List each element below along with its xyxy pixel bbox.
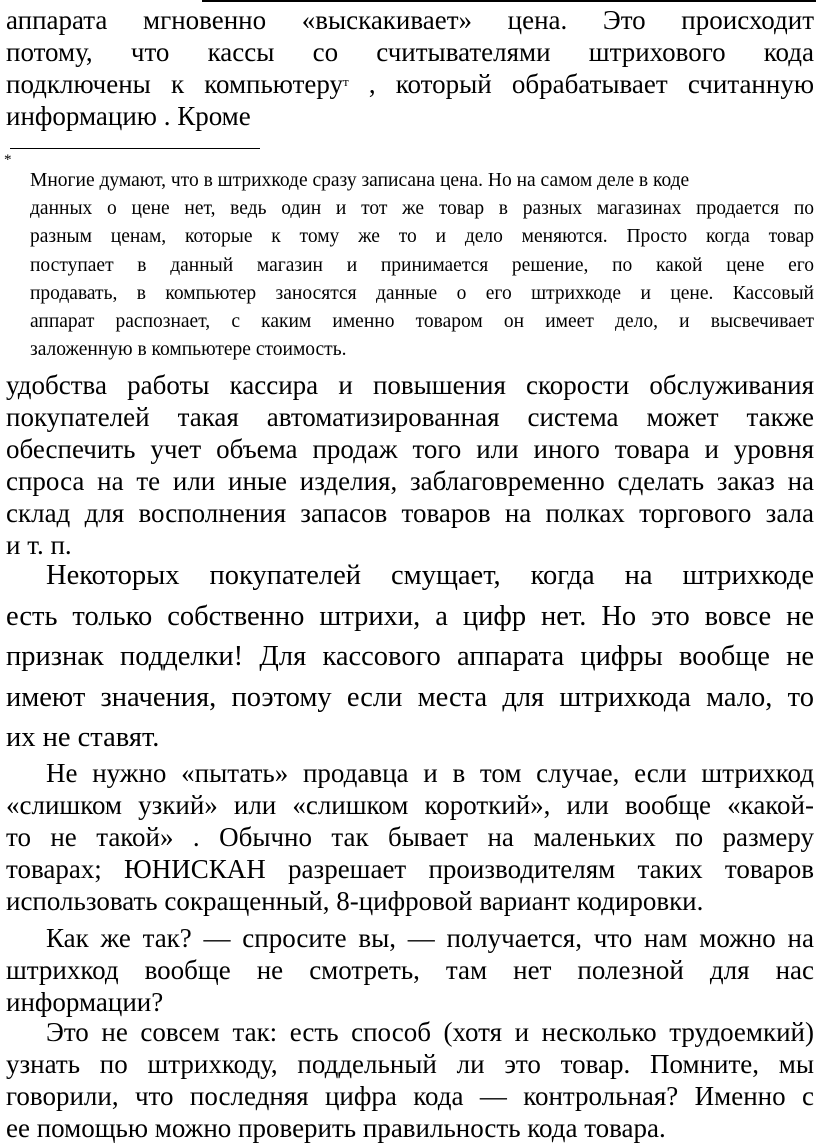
text-line: имеют значения, поэтому если места для штрихкода мало, то [6,681,814,713]
text-line: их не ставят. [6,722,160,753]
text-line [6,68,814,100]
text-line: и т. п. [6,530,72,560]
footnote-line: разным ценам, которые к тому же то и дело меняются. Просто когда товар [30,226,814,248]
text-line: «слишком узкий» или «слишком короткий», или вообще «какой- [6,790,814,820]
paragraph-continued [6,369,814,561]
text-line: Это не совсем так: есть способ (хотя и несколько трудоемкий) [46,1017,814,1047]
footnote-line: Многие думают, что в штрихкоде сразу записана цена. Но на самом деле в коде [30,170,690,191]
text-fragment: подключены к компьютеру [6,69,344,99]
text-line: Некоторых покупателей смущает, когда на штрихкоде [46,560,814,591]
text-line: потому, что кассы со считывателями штрихового кода [6,37,814,67]
footnote [30,167,814,364]
text-line: информации? [6,987,164,1017]
text-line: удобства работы кассира и повышения скорости обслуживания [6,370,814,400]
footnote-marker: * [4,152,12,168]
text-line: то не такой» . Обычно так бывает на маленьких по размеру [6,822,814,852]
paragraph-top [6,4,814,132]
text-fragment: , который обрабатывает считанную [348,69,814,99]
text-line: ее помощью можно проверить правильность кода товара. [6,1113,666,1143]
footnote-line: заложенную в компьютере стоимость. [30,339,347,361]
text-line: узнать по штрихкоду, поддельный ли это товар. Помните, мы [6,1049,814,1079]
footnote-line: поступает в данный магазин и принимается решение, по какой цене его [30,254,814,276]
text-line: использовать сокращенный, 8-цифровой вариант кодировки. [6,886,704,916]
footnote-reference: т [343,74,349,89]
footnote-separator [10,148,260,149]
text-line: склад для восполнения запасов товаров на полках торгового зала [6,498,814,528]
text-line: информацию . Кроме [6,101,251,131]
text-line: обеспечить учет объема продаж того или иного товара и уровня [6,434,814,464]
text-line: Как же так? — спросите вы, — получается, что нам можно на [46,923,814,953]
footnote-line: продавать, в компьютер заносятся данные о его штрихкоде и цене. Кассовый [30,282,814,304]
text-line: покупателей такая автоматизированная система может также [6,402,814,432]
top-rule [202,0,816,2]
text-line: признак подделки! Для кассового аппарата цифры вообще не [6,641,814,672]
text-line: говорили, что последняя цифра кода — контрольная? Именно с [6,1081,814,1111]
text-line: спроса на те или иные изделия, заблаговременно сделать заказ на [6,466,814,496]
text-line: аппарата мгновенно «выскакивает» цена. Это происходит [6,5,814,35]
footnote-line: аппарат распознает, с каким именно товаром он имеет дело, и высвечивает [30,311,814,333]
paragraph-question [6,922,814,1018]
text-line: есть только собственно штрихи, а цифр нет. Но это вовсе не [6,600,814,632]
text-line: Не нужно «пытать» продавца и в том случае, если штрихкод [46,758,814,788]
text-line: штрихкод вообще не смотреть, там нет полезной для нас [6,955,814,985]
paragraph-answer [6,1016,814,1144]
paragraph-no-digits [6,556,814,759]
footnote-line: данных о цене нет, ведь один и тот же товар в разных магазинах продается по [30,198,814,220]
paragraph-narrow-barcode [6,757,814,917]
text-line: товарах; ЮНИСКАН разрешает производителям таких товаров [6,854,814,884]
